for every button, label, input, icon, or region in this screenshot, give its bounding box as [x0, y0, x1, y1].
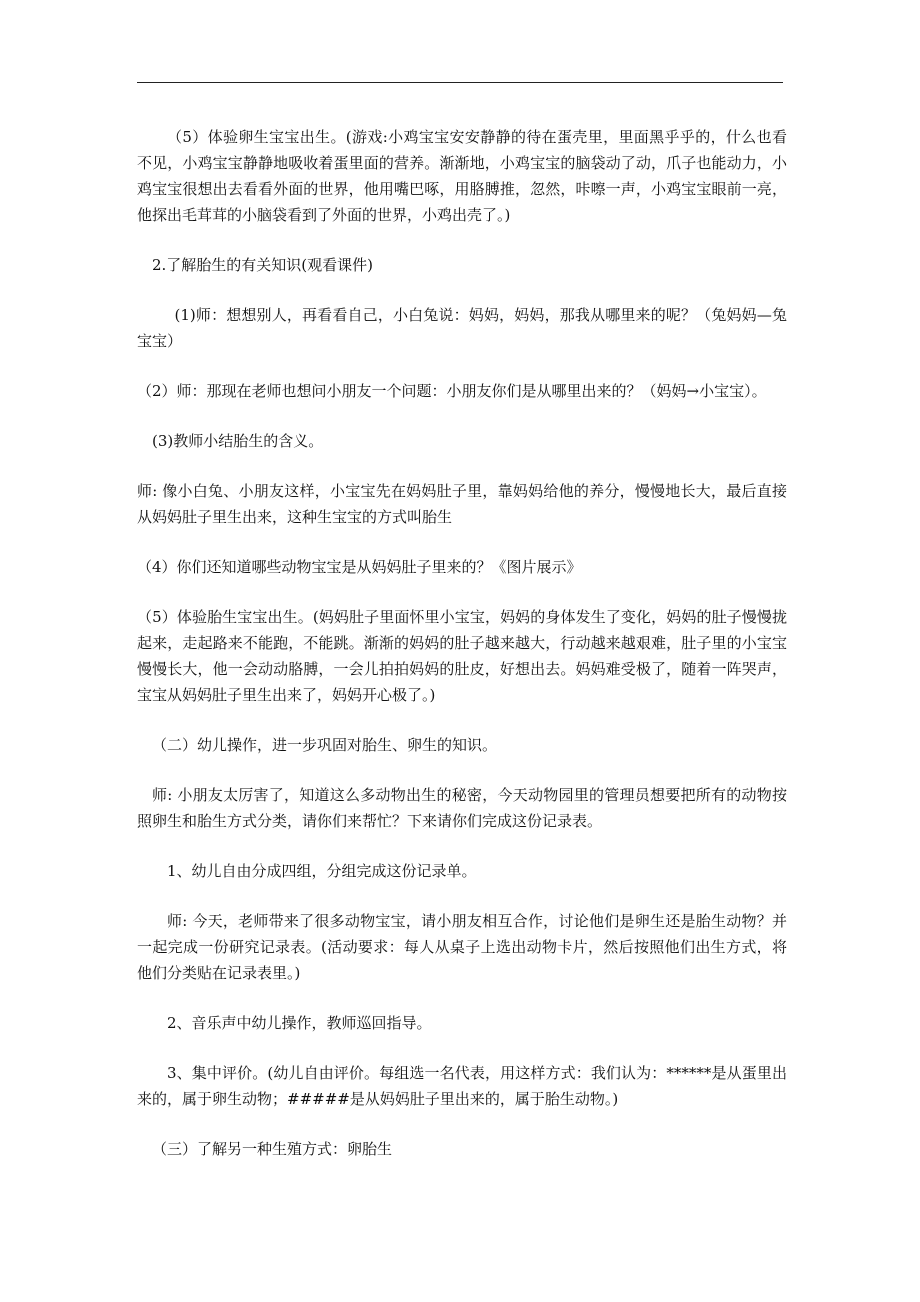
- step-2-operation: 2、音乐声中幼儿操作，教师巡回指导。: [167, 1014, 432, 1032]
- section-heading-operation: （二）幼儿操作，进一步巩固对胎生、卵生的知识。: [152, 736, 498, 754]
- paragraph-egg-hatching: （5）体验卵生宝宝出生。(游戏:小鸡宝宝安安静静的待在蛋壳里，里面黑乎乎的，什么也看不见，小鸡宝宝静静地吸收着蛋里面的营养。渐渐地，小鸡宝宝的脑袋动了动，爪子也能动力，小鸡宝宝很想出去看看外面的世界，他用嘴巴啄，用胳膊推，忽然，咔嚓一声，小鸡宝宝眼前一亮，他探出毛茸茸的小脑袋看到了外面的世界，小鸡出壳了。): [137, 128, 787, 224]
- paragraph-picture-display: （4）你们还知道哪些动物宝宝是从妈妈肚子里来的？《图片展示》: [137, 558, 582, 576]
- paragraph-record-table: 师: 今天，老师带来了很多动物宝宝，请小朋友相互合作，讨论他们是卵生还是胎生动物？并一起完成一份研究记录表。(活动要求：每人从桌子上选出动物卡片，然后按照他们出生方式，将他们分类贴在记录表里。): [137, 912, 787, 982]
- paragraph-viviparous-heading: 2.了解胎生的有关知识(观看课件): [152, 256, 374, 274]
- paragraph-viviparous-definition: 师: 像小白兔、小朋友这样，小宝宝先在妈妈肚子里，靠妈妈给他的养分，慢慢地长大，最后直接从妈妈肚子里生出来，这种生宝宝的方式叫胎生: [137, 482, 787, 526]
- paragraph-birth-experience: （5）体验胎生宝宝出生。(妈妈肚子里面怀里小宝宝，妈妈的身体发生了变化，妈妈的肚子慢慢拢起来，走起路来不能跑，不能跳。渐渐的妈妈的肚子越来越大，行动越来越艰难，肚子里的小宝宝慢慢长大，他一会动动胳膊，一会儿拍拍妈妈的肚皮，好想出去。妈妈难受极了，随着一阵哭声，宝宝从妈妈肚子里生出来了，妈妈开心极了。): [137, 608, 787, 704]
- header-rule: [137, 82, 783, 83]
- paragraph-zoo-classification: 师: 小朋友太厉害了，知道这么多动物出生的秘密，今天动物园里的管理员想要把所有的动物按照卵生和胎生方式分类，请你们来帮忙？下来请你们完成这份记录表。: [137, 786, 787, 830]
- section-heading-ovoviviparous: （三）了解另一种生殖方式：卵胎生: [152, 1140, 393, 1158]
- step-3-evaluation: 3、集中评价。(幼儿自由评价。每组选一名代表，用这样方式：我们认为：******是从蛋里出来的，属于卵生动物；#####是从妈妈肚子里出来的，属于胎生动物。): [137, 1064, 787, 1108]
- paragraph-children-question: （2）师：那现在老师也想问小朋友一个问题：小朋友你们是从哪里出来的？（妈妈→小宝宝）。: [137, 382, 767, 400]
- document-body: [137, 124, 787, 1162]
- step-1-grouping: 1、幼儿自由分成四组，分组完成这份记录单。: [167, 862, 477, 880]
- paragraph-rabbit-question: (1)师：想想别人，再看看自己，小白兔说：妈妈，妈妈，那我从哪里来的呢？（兔妈妈—兔宝宝）: [137, 306, 787, 350]
- paragraph-teacher-summary: (3)教师小结胎生的含义。: [152, 432, 324, 450]
